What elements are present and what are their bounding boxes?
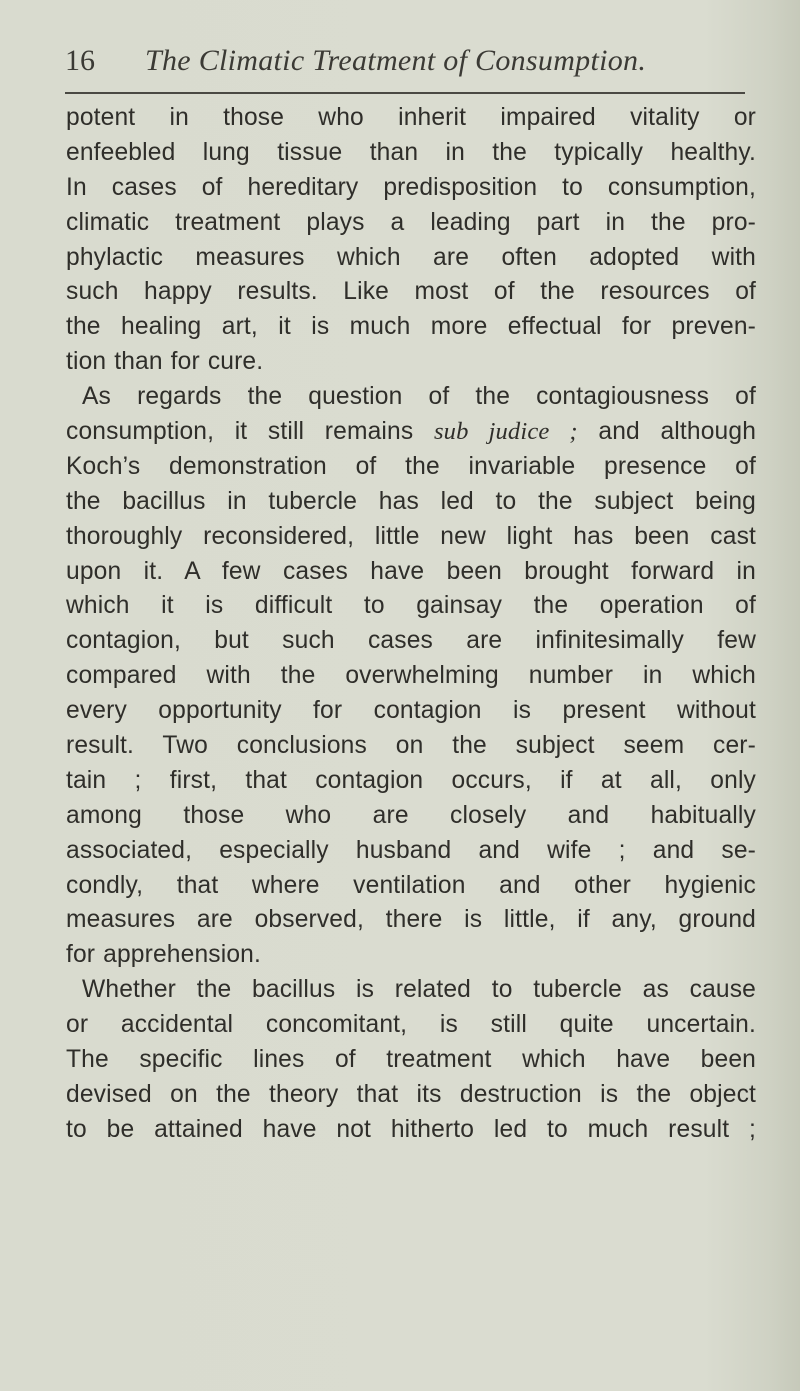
page-header bbox=[65, 44, 755, 84]
text-line-with-italic bbox=[66, 415, 756, 450]
text-line: associated, especially husband and wife ; and se- bbox=[66, 836, 756, 864]
text-line: The specific lines of treatment which have been bbox=[66, 1046, 756, 1074]
text-line: such happy results. Like most of the resources of bbox=[66, 278, 756, 306]
text-line: climatic treatment plays a leading part in the pro- bbox=[66, 208, 756, 236]
page-number: 16 bbox=[65, 44, 95, 77]
text-line: tion than for cure. bbox=[66, 348, 264, 376]
text-line: compared with the overwhelming number in which bbox=[66, 662, 756, 690]
text-line: which it is difficult to gainsay the operation of bbox=[66, 592, 756, 620]
text-line: In cases of hereditary predisposition to consumption, bbox=[66, 173, 756, 201]
text-line: thoroughly reconsidered, little new light has been cast bbox=[66, 522, 756, 550]
text-line: devised on the theory that its destruction is the object bbox=[66, 1080, 756, 1108]
text-line: condly, that where ventilation and other hygienic bbox=[66, 871, 756, 899]
text-line: for apprehension. bbox=[66, 941, 261, 969]
italic-phrase: sub judice ; bbox=[433, 418, 578, 446]
text-line: or accidental concomitant, is still quite uncertain. bbox=[66, 1011, 756, 1039]
header-rule bbox=[65, 92, 745, 94]
text-line: result. Two conclusions on the subject seem cer- bbox=[66, 732, 756, 760]
text-line: Whether the bacillus is related to tubercle as cause bbox=[82, 976, 756, 1004]
text-line: potent in those who inherit impaired vitality or bbox=[66, 104, 756, 131]
text-line: measures are observed, there is little, if any, ground bbox=[66, 906, 756, 934]
text-line: among those who are closely and habitually bbox=[66, 801, 756, 829]
text-line: to be attained have not hitherto led to much result ; bbox=[66, 1115, 756, 1143]
text-line: Koch’s demonstration of the invariable presence of bbox=[66, 452, 756, 480]
text-span: and although bbox=[598, 418, 757, 446]
text-line: tain ; first, that contagion occurs, if at all, only bbox=[66, 766, 756, 794]
text-line: phylactic measures which are often adopted with bbox=[66, 243, 756, 271]
body-text bbox=[66, 101, 756, 1148]
text-line: upon it. A few cases have been brought forward in bbox=[66, 557, 756, 585]
text-span: consumption, it still remains bbox=[66, 418, 414, 446]
text-line: the bacillus in tubercle has led to the subject being bbox=[66, 487, 756, 515]
text-line: every opportunity for contagion is present without bbox=[66, 697, 756, 725]
text-line: As regards the question of the contagiousness of bbox=[82, 383, 756, 411]
text-line: the healing art, it is much more effectual for preven- bbox=[66, 313, 756, 341]
text-line: enfeebled lung tissue than in the typically healthy. bbox=[66, 138, 756, 166]
running-title: The Climatic Treatment of Consumption. bbox=[145, 44, 647, 77]
text-line: contagion, but such cases are infinitesimally few bbox=[66, 627, 756, 655]
